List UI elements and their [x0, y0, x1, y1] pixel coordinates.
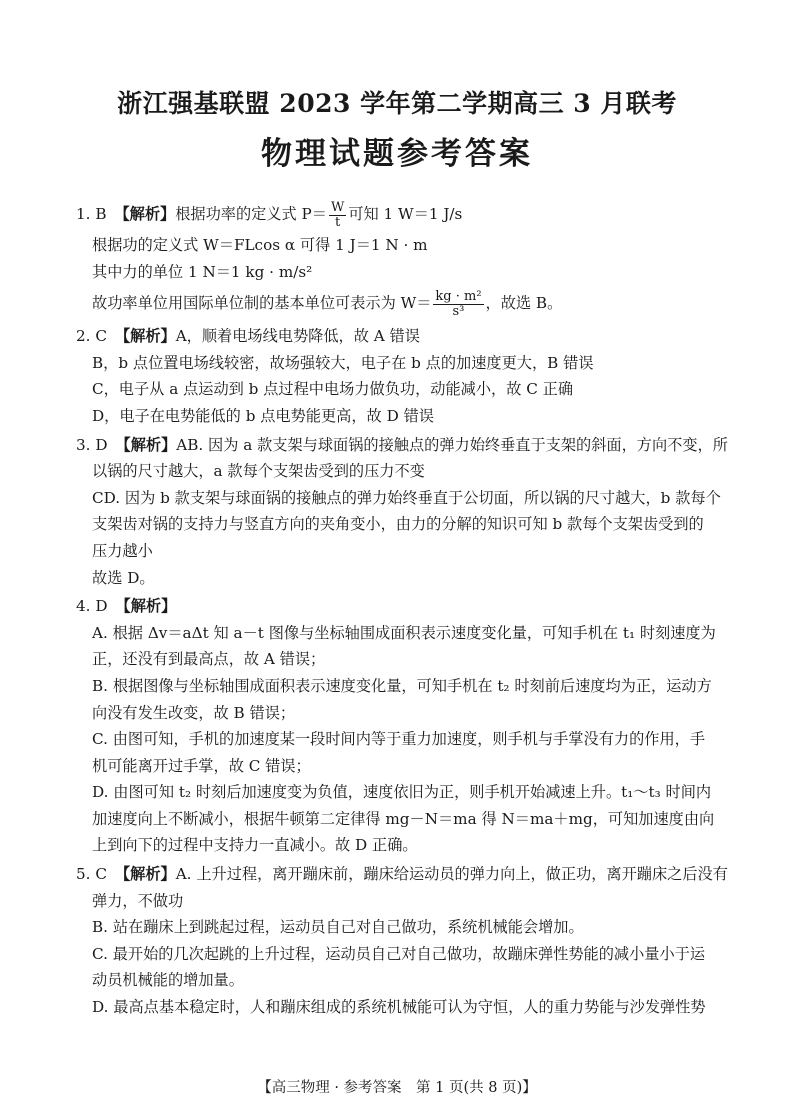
answer-4-option-c-line-1: C. 由图可知，手机的加速度某一段时间内等于重力加速度，则手机与手掌没有力的作用，手 — [92, 730, 706, 749]
answer-5-option-a-line-2: 弹力，不做功 — [92, 891, 184, 910]
answer-3-line-4: 支架齿对锅的支持力与竖直方向的夹角变小，由力的分解的知识可知 b 款每个支架齿受到的 — [92, 515, 704, 534]
answer-2-text: A，顺着电场线电势降低，故 A 错误 — [175, 327, 420, 346]
answer-content — [76, 196, 728, 1023]
fraction-denominator: t — [335, 214, 341, 230]
answer-3-line-6: 故选 D。 — [92, 568, 155, 587]
answer-4-analysis-label: 【解析】 — [115, 597, 177, 616]
answer-2-line-1 — [76, 323, 728, 350]
answer-3-number: 3. D — [76, 435, 108, 454]
answer-item-5 — [76, 861, 728, 1021]
answer-5-option-c-line-1: C. 最开始的几次起跳的上升过程，运动员自己对自己做功，故蹦床弹性势能的减小量小于运 — [92, 944, 706, 963]
answer-3-line-3: CD. 因为 b 款支架与球面锅的接触点的弹力始终垂直于公切面，所以锅的尺寸越大，b 款每个 — [92, 488, 721, 507]
power-formula-fraction — [329, 201, 346, 230]
answer-4-option-d-line-2: 加速度向上不断减小，根据牛顿第二定律得 mg－N＝ma 得 N＝ma＋mg，可知加速度由向 — [92, 809, 715, 828]
answer-2-line-4: D，电子在电势能低的 b 点电势能更高，故 D 错误 — [92, 406, 434, 425]
answer-5-option-c-line-2: 动员机械能的增加量。 — [92, 971, 244, 990]
answer-2-line-3: C，电子从 a 点运动到 b 点过程中电场力做负功，动能减小，故 C 正确 — [92, 380, 574, 399]
answer-4-option-d-line-1: D. 由图可知 t₂ 时刻后加速度变为负值，速度依旧为正，则手机开始减速上升。t₁～t₃ 时间内 — [92, 783, 712, 802]
fraction-denominator: s³ — [452, 303, 465, 319]
exam-title: 浙江强基联盟 2023 学年第二学期高三 3 月联考 — [117, 89, 677, 118]
answer-2-analysis-label: 【解析】 — [114, 327, 176, 346]
answer-1-number: 1. B — [76, 205, 107, 223]
answer-5-option-d-line-1: D. 最高点基本稳定时，人和蹦床组成的系统机械能可认为守恒，人的重力势能与沙发弹性势 — [92, 998, 706, 1017]
answer-5-analysis-label: 【解析】 — [114, 865, 176, 884]
answer-3-text: AB. 因为 a 款支架与球面锅的接触点的弹力始终垂直于支架的斜面，方向不变，所 — [176, 435, 728, 454]
page-footer: 【高三物理 · 参考答案 第 1 页(共 8 页)】 — [257, 1080, 537, 1096]
unit-formula-fraction — [433, 290, 483, 319]
answer-5-line-1 — [76, 861, 728, 888]
answer-1-line-2: 根据功的定义式 W＝FLcos α 可得 1 J＝1 N · m — [92, 236, 428, 254]
fraction-numerator: kg · m² — [435, 288, 482, 304]
answer-1-line-4 — [76, 285, 728, 321]
answer-item-4 — [76, 593, 728, 859]
answer-5-number: 5. C — [76, 865, 107, 884]
answer-3-analysis-label: 【解析】 — [115, 435, 177, 454]
answer-item-3 — [76, 432, 728, 592]
answer-1-line-3: 其中力的单位 1 N＝1 kg · m/s² — [92, 262, 313, 281]
answer-item-1 — [76, 196, 728, 321]
answer-1-line-1 — [76, 196, 728, 232]
answer-1-analysis-label: 【解析】 — [114, 205, 176, 223]
answer-1-text: 可知 1 W＝1 J/s — [348, 205, 463, 223]
answer-4-option-d-line-3: 上到向下的过程中支持力一直减小。故 D 正确。 — [92, 836, 418, 855]
answer-item-2 — [76, 323, 728, 429]
answer-1-text: 故功率单位用国际单位制的基本单位可表示为 W＝ — [92, 294, 432, 313]
answer-2-number: 2. C — [76, 327, 107, 346]
answer-4-option-a-line-2: 正，还没有到最高点，故 A 错误； — [92, 650, 326, 669]
answer-3-line-1 — [76, 432, 728, 459]
answer-4-option-b-line-1: B. 根据图像与坐标轴围成面积表示速度变化量，可知手机在 t₂ 时刻前后速度均为正，运动方 — [92, 676, 712, 695]
answer-3-line-2: 以锅的尺寸越大，a 款每个支架齿受到的压力不变 — [92, 462, 425, 481]
answer-5-text: A. 上升过程，离开蹦床前，蹦床给运动员的弹力向上，做正功，离开蹦床之后没有 — [175, 865, 728, 884]
fraction-numerator: W — [330, 199, 345, 215]
answer-4-line-1 — [76, 593, 728, 620]
answer-3-line-5: 压力越小 — [92, 541, 153, 560]
answer-4-option-b-line-2: 向没有发生改变，故 B 错误； — [92, 703, 296, 722]
answer-2-line-2: B，b 点位置电场线较密，故场强较大，电子在 b 点的加速度更大，B 错误 — [92, 353, 594, 372]
answer-1-text: 根据功率的定义式 P＝ — [175, 205, 327, 223]
document-subtitle: 物理试题参考答案 — [261, 136, 533, 172]
answer-5-option-b-line-1: B. 站在蹦床上到跳起过程，运动员自己对自己做功，系统机械能会增加。 — [92, 918, 584, 937]
answer-4-option-a-line-1: A. 根据 Δv＝aΔt 知 a－t 图像与坐标轴围成面积表示速度变化量，可知手机在 t₁ 时刻速度为 — [92, 623, 716, 642]
answer-4-option-c-line-2: 机可能离开过手掌，故 C 错误； — [92, 756, 311, 775]
answer-4-number: 4. D — [76, 597, 108, 616]
answer-1-text: ，故选 B。 — [485, 294, 563, 313]
